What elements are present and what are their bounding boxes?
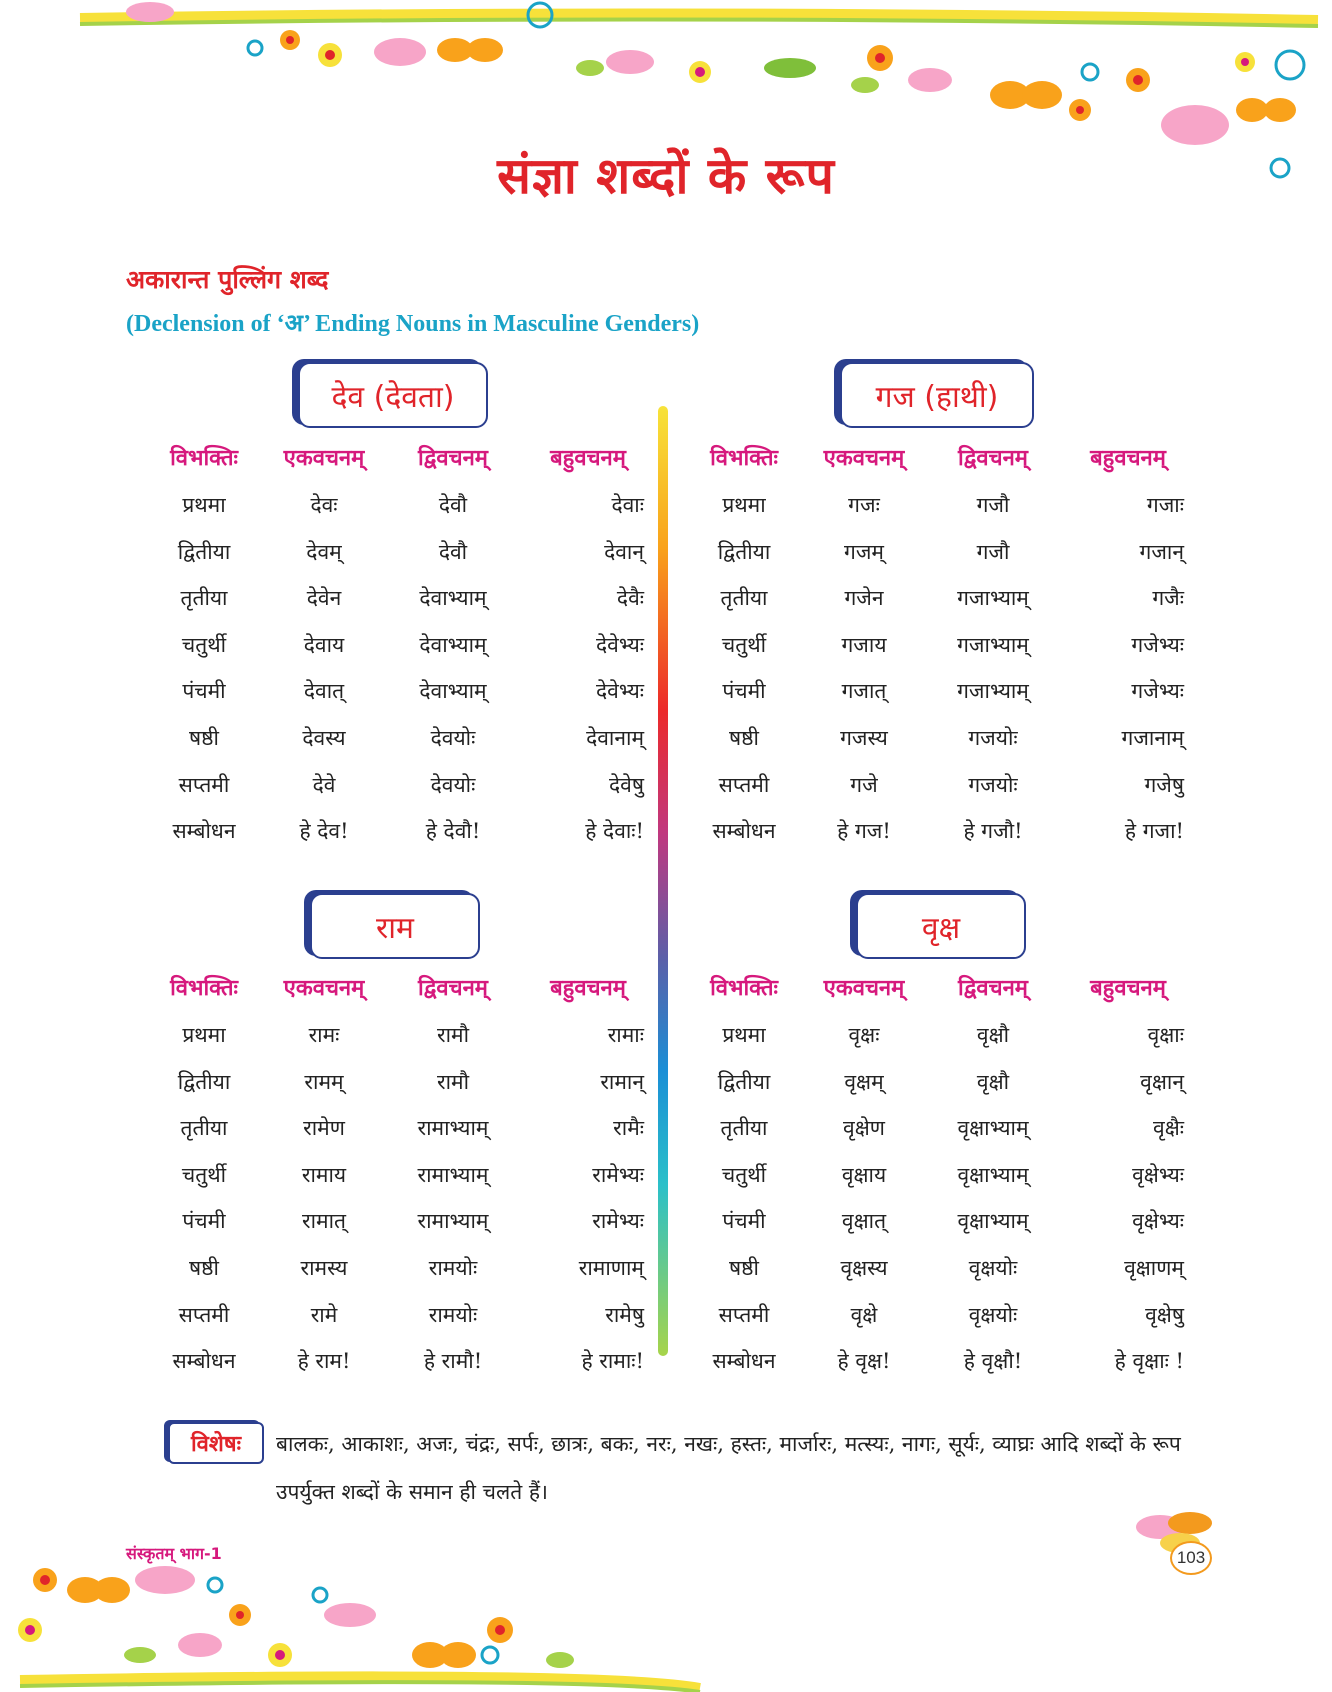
plural-form: हे वृक्षाः ! bbox=[1114, 1349, 1184, 1374]
dual-form: हे रामौ! bbox=[423, 1349, 483, 1374]
case-name: द्वितीया bbox=[177, 539, 231, 564]
case-name: चतुर्थी bbox=[721, 632, 767, 657]
header-dvivachanam: द्विवचनम् bbox=[958, 976, 1028, 1001]
plural-form: गजेषु bbox=[1144, 772, 1184, 797]
case-name: सप्तमी bbox=[178, 1302, 230, 1327]
table-row bbox=[140, 1105, 650, 1152]
section-heading: अकारान्त पुल्लिंग शब्द bbox=[126, 265, 329, 294]
note-text: बालकः, आकाशः, अजः, चंद्रः, सर्पः, छात्रः, बकः, नरः, नखः, हस्तः, मार्जारः, मत्स्यः, नागः, सूर्यः, व्याघ्रः आदि शब्दों के रूप उपर्युक्त शब्दों के समान ही चलते हैं। bbox=[276, 1432, 1181, 1504]
singular-form: देवः bbox=[310, 493, 338, 517]
dual-form: रामाभ्याम् bbox=[417, 1162, 489, 1187]
case-name: तृतीया bbox=[720, 1116, 768, 1141]
singular-form: गजस्य bbox=[840, 725, 888, 750]
table-header bbox=[680, 436, 1190, 482]
singular-form: देवात् bbox=[303, 679, 345, 704]
plural-form: रामाः bbox=[607, 1023, 644, 1047]
singular-form: देवे bbox=[312, 772, 336, 797]
singular-form: रामाय bbox=[301, 1162, 347, 1187]
dual-form: हे देवौ! bbox=[425, 819, 481, 844]
dual-form: रामाभ्याम् bbox=[417, 1116, 489, 1141]
plural-form: वृक्षाः bbox=[1147, 1023, 1184, 1047]
dual-form: देवौ bbox=[438, 493, 468, 517]
plural-form: देवाः bbox=[611, 493, 644, 517]
dual-form: गजयोः bbox=[968, 772, 1018, 797]
plural-form: हे रामाः! bbox=[581, 1349, 644, 1374]
plural-form: देवेषु bbox=[609, 772, 644, 797]
plural-form: रामेभ्यः bbox=[592, 1209, 644, 1234]
table-row bbox=[140, 668, 650, 715]
header-ekavachanam: एकवचनम् bbox=[823, 446, 905, 471]
dual-form: रामाभ्याम् bbox=[417, 1209, 489, 1234]
gradient-divider bbox=[658, 406, 668, 1356]
dual-form: देवाभ्याम् bbox=[419, 586, 487, 611]
singular-form: वृक्षात् bbox=[841, 1209, 887, 1234]
plural-form: गजैः bbox=[1152, 586, 1184, 611]
table-row bbox=[140, 1059, 650, 1106]
plural-form: वृक्षैः bbox=[1153, 1116, 1184, 1141]
case-name: तृतीया bbox=[180, 586, 228, 611]
table-row bbox=[140, 808, 650, 855]
table-row bbox=[680, 1292, 1190, 1339]
dual-form: देवौ bbox=[438, 539, 468, 564]
header-bahuvachanam: बहुवचनम् bbox=[550, 446, 626, 471]
singular-form: गजात् bbox=[841, 679, 887, 704]
singular-form: वृक्षे bbox=[850, 1302, 878, 1327]
case-name: द्वितीया bbox=[717, 539, 771, 564]
dual-form: गजाभ्याम् bbox=[957, 679, 1029, 704]
singular-form: वृक्षः bbox=[848, 1023, 880, 1047]
table-row bbox=[680, 1105, 1190, 1152]
singular-form: हे राम! bbox=[297, 1349, 351, 1374]
dual-form: हे वृक्षौ! bbox=[963, 1349, 1023, 1374]
header-vibhakti: विभक्तिः bbox=[170, 446, 238, 471]
plural-form: रामेभ्यः bbox=[592, 1162, 644, 1187]
table-header bbox=[680, 966, 1190, 1012]
case-name: पंचमी bbox=[182, 1209, 226, 1234]
singular-form: वृक्षाय bbox=[841, 1162, 887, 1187]
dual-form: देवयोः bbox=[430, 725, 476, 750]
plural-form: देवान् bbox=[604, 539, 644, 564]
page-number: 103 bbox=[1170, 1541, 1212, 1575]
singular-form: वृक्षेण bbox=[843, 1116, 885, 1141]
table-row bbox=[140, 575, 650, 622]
dual-form: रामौ bbox=[436, 1023, 470, 1047]
case-name: षष्ठी bbox=[189, 725, 219, 750]
table-row bbox=[680, 622, 1190, 669]
plural-form: देवैः bbox=[616, 586, 644, 611]
case-name: पंचमी bbox=[722, 679, 766, 704]
table-row bbox=[140, 529, 650, 576]
header-ekavachanam: एकवचनम् bbox=[283, 446, 365, 471]
singular-form: देवाय bbox=[303, 632, 345, 657]
case-name: सप्तमी bbox=[718, 772, 770, 797]
dual-form: गजौ bbox=[976, 539, 1010, 564]
singular-form: गजाय bbox=[841, 632, 887, 657]
singular-form: रामात् bbox=[302, 1209, 346, 1234]
case-name: सम्बोधन bbox=[172, 819, 236, 844]
dual-form: वृक्षयोः bbox=[968, 1255, 1018, 1280]
singular-form: हे गज! bbox=[837, 819, 891, 844]
case-name: तृतीया bbox=[720, 586, 768, 611]
case-name: सम्बोधन bbox=[172, 1349, 236, 1374]
case-name: चतुर्थी bbox=[721, 1162, 767, 1187]
case-name: प्रथमा bbox=[722, 1023, 766, 1047]
singular-form: गजेन bbox=[844, 586, 884, 611]
case-name: सप्तमी bbox=[718, 1302, 770, 1327]
declension-table-deva bbox=[140, 436, 650, 855]
singular-form: रामम् bbox=[304, 1069, 344, 1094]
table-row bbox=[140, 1338, 650, 1385]
plural-form: वृक्षेषु bbox=[1145, 1302, 1184, 1327]
section-subheading: (Declension of ‘अ’ Ending Nouns in Masculine Genders) bbox=[126, 311, 700, 337]
dual-form: वृक्षयोः bbox=[968, 1302, 1018, 1327]
case-name: चतुर्थी bbox=[181, 1162, 227, 1187]
plural-form: गजानाम् bbox=[1121, 725, 1184, 750]
dual-form: रामौ bbox=[436, 1069, 470, 1094]
singular-form: रामस्य bbox=[300, 1255, 348, 1280]
plural-form: वृक्षेभ्यः bbox=[1132, 1209, 1184, 1234]
dual-form: रामयोः bbox=[428, 1255, 478, 1280]
book-label: संस्कृतम् भाग-1 bbox=[126, 1544, 222, 1563]
plural-form: रामाणाम् bbox=[578, 1255, 644, 1280]
dual-form: रामयोः bbox=[428, 1302, 478, 1327]
table-row bbox=[680, 762, 1190, 809]
case-name: प्रथमा bbox=[722, 493, 766, 517]
table-row bbox=[680, 1059, 1190, 1106]
case-name: द्वितीया bbox=[177, 1069, 231, 1094]
dual-form: वृक्षौ bbox=[976, 1069, 1010, 1094]
table-row bbox=[680, 1198, 1190, 1245]
table-row bbox=[140, 1198, 650, 1245]
table-row bbox=[680, 482, 1190, 529]
plural-form: रामेषु bbox=[605, 1302, 644, 1327]
dual-form: गजाभ्याम् bbox=[957, 632, 1029, 657]
case-name: द्वितीया bbox=[717, 1069, 771, 1094]
table-row bbox=[140, 1012, 650, 1059]
singular-form: देवम् bbox=[306, 539, 342, 564]
note-label: विशेषः bbox=[168, 1422, 264, 1464]
singular-form: हे देव! bbox=[299, 819, 349, 844]
case-name: प्रथमा bbox=[182, 1023, 226, 1047]
table-row bbox=[680, 668, 1190, 715]
word-box-deva: देव (देवता) bbox=[298, 362, 488, 428]
declension-table-gaja bbox=[680, 436, 1190, 855]
plural-form: देवेभ्यः bbox=[596, 679, 644, 704]
case-name: तृतीया bbox=[180, 1116, 228, 1141]
plural-form: हे देवाः! bbox=[585, 819, 644, 844]
table-row bbox=[680, 1012, 1190, 1059]
case-name: सम्बोधन bbox=[712, 819, 776, 844]
singular-form: देवस्य bbox=[302, 725, 346, 750]
singular-form: वृक्षस्य bbox=[840, 1255, 888, 1280]
plural-form: गजान् bbox=[1139, 539, 1184, 564]
table-row bbox=[140, 1152, 650, 1199]
case-name: पंचमी bbox=[182, 679, 226, 704]
dual-form: देवयोः bbox=[430, 772, 476, 797]
table-row bbox=[680, 575, 1190, 622]
declension-table-vriksha bbox=[680, 966, 1190, 1385]
case-name: षष्ठी bbox=[729, 725, 759, 750]
case-name: प्रथमा bbox=[182, 493, 226, 517]
word-box-rama: राम bbox=[310, 893, 480, 959]
case-name: चतुर्थी bbox=[181, 632, 227, 657]
word-box-vriksha: वृक्ष bbox=[856, 893, 1026, 959]
dual-form: वृक्षौ bbox=[976, 1023, 1010, 1047]
table-row bbox=[140, 482, 650, 529]
singular-form: वृक्षम् bbox=[844, 1069, 884, 1094]
table-header bbox=[140, 436, 650, 482]
plural-form: गजाः bbox=[1146, 493, 1184, 517]
header-dvivachanam: द्विवचनम् bbox=[418, 446, 488, 471]
dual-form: वृक्षाभ्याम् bbox=[957, 1209, 1029, 1234]
table-row bbox=[680, 1245, 1190, 1292]
case-name: पंचमी bbox=[722, 1209, 766, 1234]
dual-form: देवाभ्याम् bbox=[419, 679, 487, 704]
dual-form: गजाभ्याम् bbox=[957, 586, 1029, 611]
table-row bbox=[140, 622, 650, 669]
floral-border-bottom bbox=[0, 1560, 1332, 1692]
table-row bbox=[140, 1292, 650, 1339]
singular-form: गजम् bbox=[844, 539, 884, 564]
declension-table-rama bbox=[140, 966, 650, 1385]
plural-form: रामान् bbox=[600, 1069, 644, 1094]
header-dvivachanam: द्विवचनम् bbox=[958, 446, 1028, 471]
singular-form: गजे bbox=[850, 772, 878, 797]
table-row bbox=[680, 1152, 1190, 1199]
plural-form: वृक्षान् bbox=[1140, 1069, 1184, 1094]
singular-form: रामः bbox=[308, 1023, 340, 1047]
dual-form: देवाभ्याम् bbox=[419, 632, 487, 657]
plural-form: हे गजा! bbox=[1124, 819, 1184, 844]
singular-form: गजः bbox=[848, 493, 880, 517]
flower-icon bbox=[280, 30, 1255, 121]
table-header bbox=[140, 966, 650, 1012]
plural-form: देवानाम् bbox=[586, 725, 644, 750]
dual-form: गजौ bbox=[976, 493, 1010, 517]
singular-form: देवेन bbox=[306, 586, 342, 611]
dual-form: गजयोः bbox=[968, 725, 1018, 750]
dual-form: वृक्षाभ्याम् bbox=[957, 1162, 1029, 1187]
word-box-gaja: गज (हाथी) bbox=[840, 362, 1034, 428]
singular-form: रामे bbox=[310, 1302, 338, 1327]
header-bahuvachanam: बहुवचनम् bbox=[1090, 446, 1166, 471]
table-row bbox=[140, 1245, 650, 1292]
page-title: संज्ञा शब्दों के रूप bbox=[497, 147, 835, 205]
table-row bbox=[680, 1338, 1190, 1385]
table-row bbox=[140, 762, 650, 809]
table-row bbox=[680, 529, 1190, 576]
table-row bbox=[680, 808, 1190, 855]
singular-form: हे वृक्ष! bbox=[837, 1349, 891, 1374]
plural-form: गजेभ्यः bbox=[1131, 679, 1184, 704]
dual-form: हे गजौ! bbox=[963, 819, 1023, 844]
case-name: सम्बोधन bbox=[712, 1349, 776, 1374]
header-ekavachanam: एकवचनम् bbox=[283, 976, 365, 1001]
plural-form: देवेभ्यः bbox=[596, 632, 644, 657]
plural-form: रामैः bbox=[613, 1116, 644, 1141]
header-vibhakti: विभक्तिः bbox=[170, 976, 238, 1001]
header-vibhakti: विभक्तिः bbox=[710, 976, 778, 1001]
header-bahuvachanam: बहुवचनम् bbox=[1090, 976, 1166, 1001]
plural-form: वृक्षाणम् bbox=[1124, 1255, 1184, 1280]
plural-form: गजेभ्यः bbox=[1131, 632, 1184, 657]
case-name: षष्ठी bbox=[189, 1255, 219, 1280]
header-ekavachanam: एकवचनम् bbox=[823, 976, 905, 1001]
case-name: सप्तमी bbox=[178, 772, 230, 797]
dual-form: वृक्षाभ्याम् bbox=[957, 1116, 1029, 1141]
singular-form: रामेण bbox=[303, 1116, 345, 1141]
table-row bbox=[140, 715, 650, 762]
case-name: षष्ठी bbox=[729, 1255, 759, 1280]
header-bahuvachanam: बहुवचनम् bbox=[550, 976, 626, 1001]
header-vibhakti: विभक्तिः bbox=[710, 446, 778, 471]
plural-form: वृक्षेभ्यः bbox=[1132, 1162, 1184, 1187]
table-row bbox=[680, 715, 1190, 762]
header-dvivachanam: द्विवचनम् bbox=[418, 976, 488, 1001]
petal-icon bbox=[135, 1566, 376, 1657]
